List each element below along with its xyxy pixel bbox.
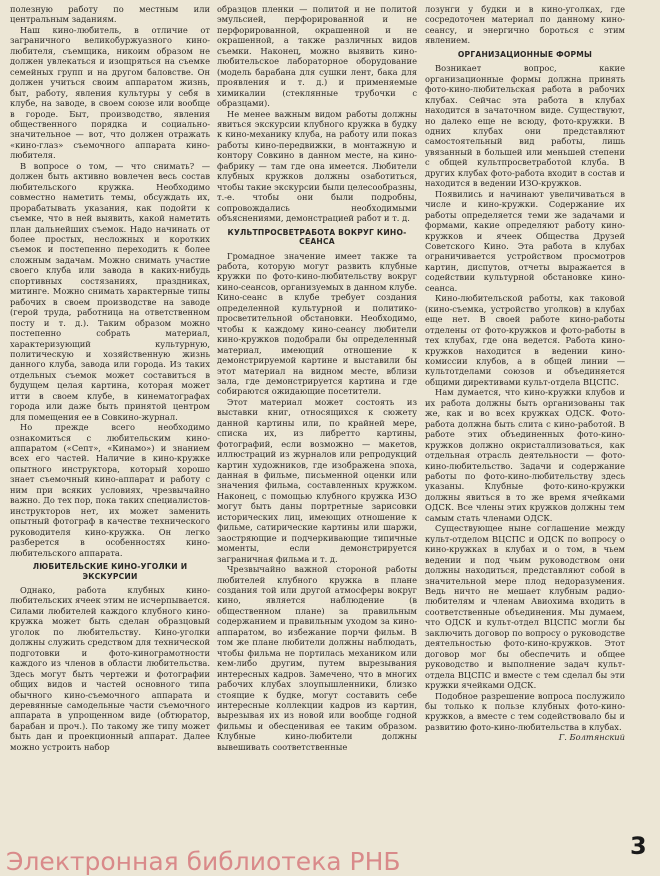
paragraph: Существующее ныне соглашение между культ-отделом ВЦСПС и ОДСК по вопросу о кино-кружках в клубах и о том, в чьем ведении и под чьим руководством они должны находиться, представляют собой в значительной мере плод недоразумения. Ведь ничто не мешает клубным радио-любителям и членам Авиохима входить в соответственные объединения. Мы думаем, что ОДСК и культ-отдел ВЦСПС могли бы заключить договор по вопросу о руководстве деятельностью фото-кино-кружков. Этот договор мог бы обеспечить и общее руководство и выполнение задач культ-отдела ВЦСПС и вместе с тем сделал бы эти кружки ячейками ОДСК. xyxy=(425,523,625,691)
paragraph: лозунги у будки и в кино-уголках, где сосредоточен материал по данному кино-сеансу, и энергично бороться с этим явлением. xyxy=(425,4,625,46)
paragraph: Нам думается, что кино-кружки клубов и их работа должны быть организованы так же, как и во всех кружках ОДСК. Фото-работа должна быть слита с кино-работой. В работе этих объединенных фото-кино-кружков должно окристаллизоваться, как отдельная отрасль деятельности — фото-кино-любительство. Задачи и содержание работы по фото-кино-любительству здесь указаны. Клубные фото-кино-кружки должны явиться в то же время ячейками ОДСК. Все члены этих кружков должны тем самым стать членами ОДСК. xyxy=(425,387,625,523)
paragraph: Возникает вопрос, какие организационные формы должна принять фото-кино-любительская работа в рабочих клубах. Сейчас эта работа в клубах находится в зачаточном виде. Существуют, но далеко еще не всюду, фото-кружки. В одних клубах они представляют самостоятельный вид работы, лишь увязанный в большей или меньшей степени с общей культпросветработой клуба. В других клубах фото-работа входит в состав и находится в ведении ИЗО-кружков. xyxy=(425,63,625,189)
text-column-1 xyxy=(10,4,210,752)
paragraph: Но прежде всего необходимо ознакомиться с любительским кино-аппаратом («Септ», «Кинамо») и знанием всех его частей. Наличие в кино-кружке опытного инструктора, который хорошо знает съемочный кино-аппарат и работу с ним при всяких условиях, чрезвычайно важно. До тех пор, пока таких специалистов-инструкторов нет, их может заменить опытный фотограф в качестве технического руководителя кино-кружка. Он легко разберется в особенностях кино-любительского аппарата. xyxy=(10,422,210,558)
paragraph: Чрезвычайно важной стороной работы любителей клубного кружка в плане создания той или другой атмосферы вокруг кино, является наблюдение (в общественном плане) за правильным содержанием и правильным уходом за кино-аппаратом, во избежание порчи фильм. В том же плане любители должны наблюдать, чтобы фильма не портилась механиком или кем-либо другим, путем вырезывания интересных кадров. Замечено, что в многих рабочих клубах злоупышленники, близко стоящие к будке, могут составить себе интересные коллекции кадров из картин, вырезывая их из новой или вообще годной фильмы и обесценивая ее таким образом. Клубные кино-любители должны вывешивать соответственные xyxy=(217,564,417,752)
page-number: 3 xyxy=(630,832,647,860)
paragraph: Громадное значение имеет также та работа, которую могут развить клубные кружки по фото-кино-любительству вокруг кино-сеансов, организуемых в данном клубе. Кино-сеанс в клубе требует создания определенной культурной и политико-просветительной обстановки. Необходимо, чтобы к каждому кино-сеансу любители кино-кружков подобрали бы определенный материал, имеющий отношение к демонстрируемой картине и выставили бы этот материал на видном месте, вблизи зала, где демонстрируется картина и где собираются ожидающие посетители. xyxy=(217,250,417,397)
paragraph: Этот материал может состоять из выставки книг, относящихся к сюжету данной картины или, по крайней мере, списка их, из либретто картины, фотографий, если возможно — макетов, иллюстраций из журналов или репродукций картин художников, где изображена эпоха, данная в фильме, письменной оценки или значения фильма, составленных кружком. Наконец, с помощью клубного кружка ИЗО могут быть даны портретные зарисовки исторических лиц, имеющих отношение к фильме, сатирические картины или шаржи, заостряющие и подчеркивающие типичные моменты, если демонстрируется заграничная фильма и т. д. xyxy=(217,396,417,564)
paragraph: Наш кино-любитель, в отличие от заграничного великобуржуазного кино-любителя, съемщика, никоим образом не должен увлекаться и изощряться на съемке семейных групп и на другом баловстве. Он должен учиться своим аппаратом жизнь, быт, работу, явления культуры у себя в клубе, на заводе, в своем союзе или вообще в городе. Быт, производство, явления общественного порядка и социально-значительное — вот, что должен отражать «кино-глаз» съемочного аппарата кино-любителя. xyxy=(10,24,210,161)
paragraph: Появились и начинают увеличиваться в числе и кино-кружки. Содержание их работы определяется теми же задачами и формами, какие определяют работу кино-кружков и ячеек Общества Друзей Советского Кино. Эта работа в клубах ограничивается устройством просмотров картин, диспутов, отчеты выражается в содействии культурной обстановке кино-сеанса. xyxy=(425,188,625,293)
paragraph: Не менее важным видом работы должны явиться экскурсии клубного кружка в будку к кино-механику клуба, на работу или показ работы кино-передвижки, в монтажную и контору Совкино в данном месте, на кино-фабрику — там где она имеется. Любители клубных кружков должны озаботиться, чтобы такие экскурсии были целесообразны, т.-е. чтобы они были подробны, сопровождались необходимыми объяснениями, демонстрацией работ и т. д. xyxy=(217,108,417,224)
paragraph: Кино-любительской работы, как таковой (кино-съемка, устройство уголков) в клубах еще нет. В своей работе кино-работы отделены от фото-кружков и фото-работы в тех клубах, где она ведется. Работа кино-кружков находится в ведении кино-комиссии клубов, а в общей линии — культотделами союзов и объединяется общими директивами культ-отдела ВЦСПС. xyxy=(425,293,625,387)
library-watermark: Электронная библиотека РНБ xyxy=(6,847,401,876)
paragraph: Однако, работа клубных кино-любительских ячеек этим не исчерпывается. Силами любителей каждого клубного кино-кружка может быть сделан образцовый уголок по любительству. Кино-уголки должны служить средством для технической подготовки и фото-кинограмотности каждого из членов в области любительства. Здесь могут быть чертежи и фотографии общих видов и частей основного типа обычного кино-съемочного аппарата и деревянные самодельные части съемочного аппарата в упрощенном виде (обтюратор, барабан и проч.). По такому же типу может быть дан и проекционный аппарат. Далее можно устроить набор xyxy=(10,585,210,752)
paragraph: полезную работу по местным или центральным заданиям. xyxy=(10,4,210,25)
text-column-2 xyxy=(217,4,417,752)
author-signature: Г. Болтянский xyxy=(558,732,625,743)
text-column-3 xyxy=(425,4,625,743)
section-heading-organizational-forms: ОРГАНИЗАЦИОННЫЕ ФОРМЫ xyxy=(457,49,593,59)
paragraph: образцов пленки — политой и не политой эмульсией, перфорированной и не перфорированной, окрашенной и не окрашенной, а также различных видов съемки. Наконец, можно выявить кино-любительское лабораторное оборудование (модель барабана для сушки лент, бака для проявления и т. д.) и применяемые химикалии (стеклянные трубочки с образцами). xyxy=(217,4,417,109)
paragraph: Подобное разрешение вопроса послужило бы только к пользе клубных фото-кино-кружков, а вместе с тем содействовало бы и развитию фото-кино-любительства в клубах. xyxy=(425,690,625,732)
section-heading-kultprosvetrabota: КУЛЬТПРОСВЕТРАБОТА ВОКРУГ КИНО-СЕАНСА xyxy=(227,227,407,247)
section-heading-kino-ugolki: ЛЮБИТЕЛЬСКИЕ КИНО-УГОЛКИ И ЭКСКУРСИИ xyxy=(32,562,188,581)
paragraph: В вопросе о том, — что снимать? — должен быть активно вовлечен весь состав любительского кружка. Необходимо совместно наметить темы, обсуждать их, прорабатывать указания, как подойти к съемке, что в ней выявить, какой наметить план дальнейших съемок. Надо начинать от более простых, несложных и коротких съемок и постепенно переходить к более сложным задачам. Можно снимать участие своего клуба или завода в каких-нибудь спортивных состязаниях, праздниках, митинге. Можно снимать характерные типы рабочих в своем производстве на заводе (герой труда, работница на ответственном посту и т. д.). Таким образом можно постепенно собрать материал, характеризующий культурную, политическую и хозяйственную жизнь данного клуба, завода или города. Из таких отдельных съемок может составиться в будущем целая картина, которая может итти в своем клубе, в кинематографах города или даже быть принятой центром для помещения ее в Совкино-журнал. xyxy=(10,160,210,422)
